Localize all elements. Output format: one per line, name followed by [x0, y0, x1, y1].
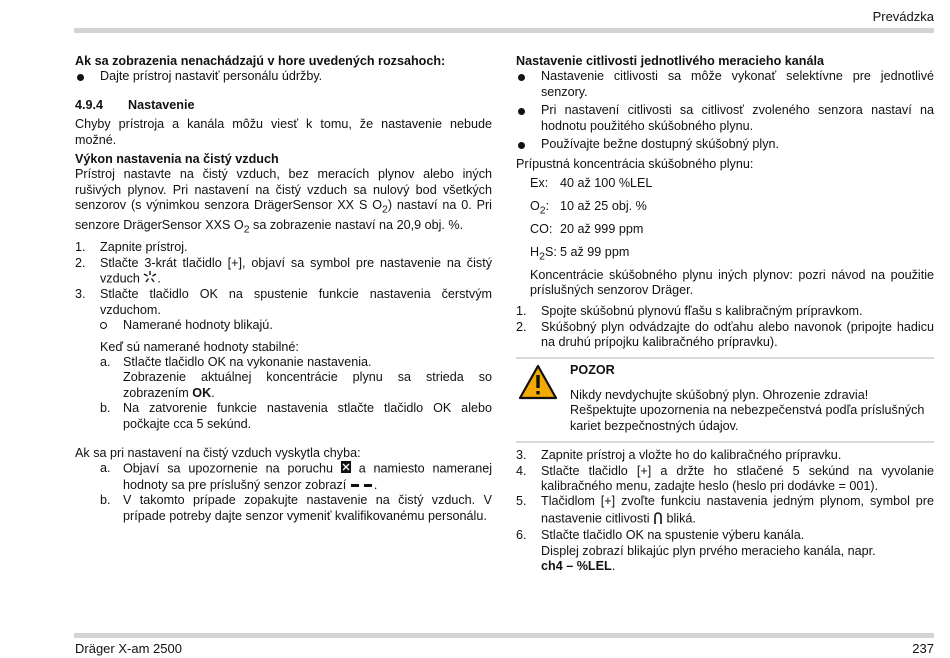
dash-dash-icon: [350, 478, 374, 493]
gas-range: 5 až 99 ppm: [560, 244, 630, 259]
footer-page-number: 237: [912, 641, 934, 656]
step-number: 1.: [516, 304, 527, 319]
step-text-end: .: [157, 271, 161, 286]
substep-text: Objaví sa upozornenie na poruchu: [123, 461, 333, 476]
o2-subscript: 2: [382, 203, 388, 216]
concentration-row: [516, 222, 934, 242]
step-number: 3.: [516, 448, 527, 463]
step-text: Stlačte tlačidlo [+] a držte ho stlačené 5 sekúnd na vyvolanie kalibračného menu, zadajte heslo (heslo pri dodávke = 001).: [541, 463, 934, 493]
gas-label: Ex:: [530, 175, 549, 190]
sens-step-5: [516, 494, 934, 528]
step-text: Skúšobný plyn odvádzajte do odťahu alebo navonok (pripojte hadicu na druhú prípojku kalibračného prípravku).: [541, 319, 934, 350]
sens-step-6: [516, 528, 934, 543]
concentration-title: Prípustná koncentrácia skúšobného plynu:: [516, 157, 754, 172]
bullet-test-gas-value: Pri nastavení citlivosti sa citlivosť zvoleného senzora nastaví na hodnotu použitého skúšobného plynu.: [516, 103, 934, 134]
step-1: [75, 240, 492, 255]
o2-subscript: 2: [243, 223, 250, 236]
result-blinking: Namerané hodnoty blikajú.: [75, 318, 492, 333]
error-substep-a: [75, 461, 492, 493]
caution-line-1: Nikdy nevdychujte skúšobný plyn. Ohrozenie zdravia!: [570, 387, 869, 402]
step-number: 2.: [516, 319, 527, 334]
sens-step-6-example: [516, 559, 934, 574]
heading-fresh-air: Výkon nastavenia na čistý vzduch: [75, 152, 279, 167]
step-text: Zapnite prístroj.: [100, 240, 188, 255]
fresh-text-3: sa zobrazenie nastaví na 20,9 obj. %.: [249, 218, 464, 233]
gas-label: $H_2S$:: [530, 244, 557, 263]
fresh-text-2: ) nastaví na 0. Pri senzore DrägerSensor XXS O: [75, 198, 492, 233]
step-2: [75, 256, 492, 288]
error-substep-b: [75, 493, 492, 524]
section-title: Nastavenie: [128, 97, 195, 112]
concentration-row: [516, 176, 934, 196]
bullet-common-gas: Používajte bežne dostupný skúšobný plyn.: [516, 137, 934, 152]
footer-rule: [74, 633, 934, 638]
heading-sensitivity: Nastavenie citlivosti jednotlivého meracieho kanála: [516, 54, 824, 68]
fresh-air-icon: [143, 271, 157, 287]
bullet-selective: Nastavenie citlivosti sa môže vykonať selektívne pre jednotlivé senzory.: [516, 69, 934, 100]
caution-box: [516, 357, 934, 444]
right-column: [516, 54, 934, 574]
section-heading: [75, 98, 492, 113]
caution-line-2: Rešpektujte upozornenia na nebezpečenstvá podľa príslušných kariet bezpečnostných údajov.: [570, 403, 925, 433]
fault-icon: [341, 461, 351, 477]
sensitivity-icon: [653, 510, 663, 528]
channel-example: ch4 – %LEL: [541, 559, 612, 574]
substep-b: [75, 401, 492, 432]
step-3: [75, 287, 492, 318]
gas-label: $O_2$:: [530, 198, 550, 217]
step-text: Tlačidlom [+] zvoľte funkciu nastavenia jedným plynom, symbol pre nastavenie citlivosti: [541, 494, 934, 526]
sens-step-4: [516, 464, 934, 495]
concentration-row: [516, 245, 934, 265]
fresh-air-paragraph: [75, 167, 492, 238]
step-text: Stlačte tlačidlo OK na spustenie výberu kanála.: [541, 528, 805, 543]
substep-letter: b.: [100, 401, 111, 416]
sens-step-1: [516, 304, 934, 319]
step-number: 5.: [516, 494, 527, 509]
detail-end: .: [211, 385, 215, 400]
substep-letter: a.: [100, 461, 111, 476]
caution-title: POZOR: [570, 362, 615, 377]
concentration-other: Koncentrácie skúšobného plynu iných plynov: pozri návod na použitie príslušných senzorov Dräger.: [530, 267, 934, 297]
warning-icon: [518, 364, 558, 404]
substep-a: [75, 355, 492, 370]
step-number: 4.: [516, 463, 527, 478]
sens-step-2: [516, 320, 934, 351]
ok-display: OK: [192, 385, 212, 400]
step-number: 2.: [75, 255, 86, 270]
left-column: [75, 54, 492, 524]
sens-step-3: [516, 448, 934, 463]
step-number: 6.: [516, 528, 527, 543]
gas-range: 10 až 25 obj. %: [560, 198, 647, 213]
sens-step-6-detail: Displej zobrazí blikajúc plyn prvého meracieho kanála, napr.: [541, 543, 876, 558]
footer-product: Dräger X-am 2500: [75, 641, 182, 656]
concentration-list: [516, 176, 934, 265]
gas-range: 20 až 999 ppm: [560, 221, 644, 236]
intro-text: Chyby prístroja a kanála môžu viesť k tomu, že nastavenie nebude možné.: [75, 117, 492, 147]
bullet-service: Dajte prístroj nastaviť personálu údržby.: [75, 69, 492, 84]
example-end: .: [611, 559, 616, 574]
gas-label: CO:: [530, 221, 553, 236]
substep-text: V takomto prípade zopakujte nastavenie na čistý vzduch. V prípade potreby dajte senzor vymeniť kvalifikovanému personálu.: [123, 493, 492, 523]
substep-a-detail: [75, 370, 492, 401]
header-section-title: Prevádzka: [872, 9, 934, 24]
step-text-end: bliká.: [666, 511, 696, 526]
step-text: Zapnite prístroj a vložte ho do kalibračného prípravku.: [541, 448, 842, 463]
step-text: Spojte skúšobnú plynovú fľašu s kalibračným prípravkom.: [541, 304, 863, 319]
heading-out-of-range: Ak sa zobrazenia nenachádzajú v hore uvedených rozsahoch:: [75, 54, 446, 68]
section-number: 4.9.4: [75, 97, 104, 112]
step-number: 1.: [75, 240, 86, 255]
fresh-text-1: Prístroj nastavte na čistý vzduch, bez meracích plynov alebo iných rušivých plynov. Pri nastavení na čistý vzduch sa nulový bod všetkých senzorov (s výnimkou senzora DrägerSensor XX S O: [75, 167, 492, 213]
header-rule: [74, 28, 934, 33]
substep-text: Na zatvorenie funkcie nastavenia stlačte tlačidlo OK alebo počkajte cca 5 sekúnd.: [123, 401, 492, 431]
substep-text: Stlačte tlačidlo OK na vykonanie nastavenia.: [123, 354, 372, 369]
substep-text: a namiesto nameranej hodnoty sa pre príslušný senzor zobrazí: [123, 461, 493, 492]
gas-range: 40 až 100 %LEL: [560, 175, 653, 190]
error-intro: Ak sa pri nastavení na čistý vzduch vyskytla chyba:: [75, 445, 361, 460]
step-text: Stlačte tlačidlo OK na spustenie funkcie nastavenia čerstvým vzduchom.: [100, 287, 492, 317]
detail-text: Zobrazenie aktuálnej koncentrácie plynu sa strieda so zobrazením: [123, 370, 492, 400]
stable-values-text: Keď sú namerané hodnoty stabilné:: [100, 339, 299, 354]
substep-letter: a.: [100, 354, 111, 369]
concentration-row: [516, 199, 934, 219]
substep-letter: b.: [100, 493, 111, 508]
step-number: 3.: [75, 287, 86, 302]
substep-end: .: [373, 477, 378, 492]
step-text: Stlačte 3-krát tlačidlo [+], objaví sa symbol pre nastavenie na čistý vzduch: [100, 255, 492, 286]
